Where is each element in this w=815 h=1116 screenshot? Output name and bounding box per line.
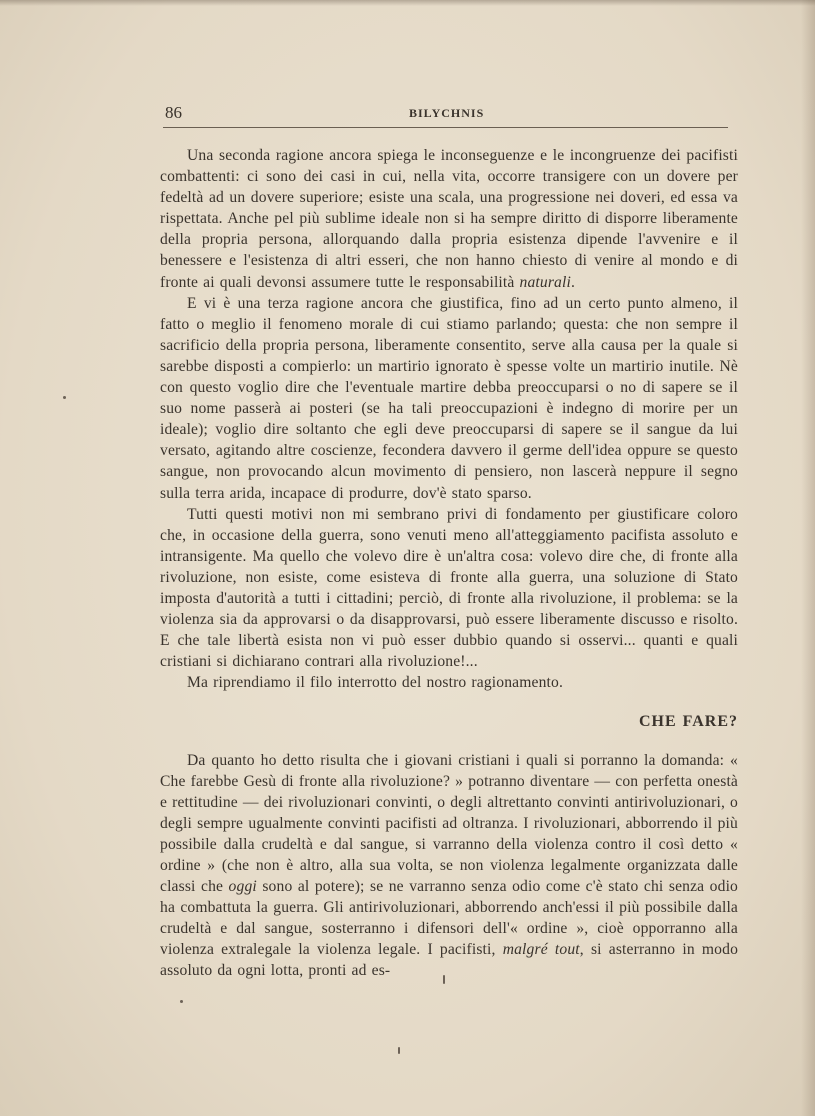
speck bbox=[180, 1000, 183, 1003]
speck bbox=[63, 396, 66, 399]
text-run: E vi è una terza ragione ancora che giustifica, fino ad un certo punto almeno, il fatto o meglio il fenomeno morale di cui stiamo parlando; questa: che non sempre il sacrificio della propria persona, liberamente consentito, serve alla causa per la quale si sarebbe disposti a compierlo: un martirio ignorato è spesse volte un martirio inutile. Nè con questo voglio dire che l'eventuale martire debba preoccuparsi o no di sapere se il suo nome passerà ai posteri (se ha tali preoccupazioni è indegno di morire per un ideale); voglio dire soltanto che egli deve preoccuparsi di sapere se il sangue da lui versato, agitando altre coscienze, fecondera davvero il germe dell'idea oppure se questo sangue, non provocando alcun movimento di pensiero, non lascerà neppure il segno sulla terra arida, incapace di produrre, dov'è stato sparso. bbox=[160, 294, 738, 502]
text-run: Ma riprendiamo il filo interrotto del nostro ragionamento. bbox=[187, 674, 564, 692]
page-number: 86 bbox=[165, 103, 182, 122]
journal-title: BILYCHNIS bbox=[409, 106, 485, 120]
text-run: Da quanto ho detto risulta che i giovani cristiani i quali si porranno la domanda: « Che farebbe Gesù di fronte alla rivoluzione? » potranno diventare — con perfetta onestà e rettitudine — dei rivoluzionari convinti, o degli altrettanto convinti antirivoluzionari, o degli sempre ugualmente convinti pacifisti ad oltranza. I rivoluzionari, abborrendo il più possibile dalla crudeltà e dal sangue, si varranno della violenza contro il così detto « ordine » (che non è altro, alla sua volta, se non violenza legalmente organizzata dalle classi che bbox=[160, 751, 738, 896]
text-run: Una seconda ragione ancora spiega le inconseguenze e le incongruenze dei pacifisti combattenti: ci sono dei casi in cui, nella vita, occorre transigere con un dovere per fedeltà ad un dovere superiore; esiste una scala, una progressione nei doveri, ed essa va rispettata. Anche pel più sublime ideale non si ha sempre diritto di disporre liberamente della propria persona, allorquando dalla propria esistenza dipende l'avvenire e il benessere e l'esistenza di altri esseri, che non hanno chiesto di venire al mondo e di fronte ai quali devonsi assumere tutte le responsabilità bbox=[160, 147, 738, 291]
text-run: , si asterranno in modo assoluto da ogni lotta, pronti ad es- bbox=[160, 941, 739, 980]
paragraphs-after-heading bbox=[160, 750, 738, 982]
paragraph bbox=[160, 504, 738, 673]
section-heading: CHE FARE? bbox=[638, 713, 738, 731]
italic-run: oggi bbox=[228, 878, 257, 896]
paragraph bbox=[160, 750, 738, 982]
page-shadow-right bbox=[801, 0, 815, 1116]
text-run: sono al potere); se ne varranno senza odio come c'è stato chi senza odio ha combattuta la guerra. Gli antirivoluzionari, abborrendo anch'essi il più possibile dalla crudeltà e dal sangue, sosterranno i difensori dell'« ordine », cioè opporranno alla violenza extralegale la violenza legale. I pacifisti, bbox=[160, 878, 738, 959]
text-run: Tutti questi motivi non mi sembrano privi di fondamento per giustificare coloro che, in occasione della guerra, sono venuti meno all'atteggiamento pacifista assoluto e intransigente. Ma quello che volevo dire è un'altra cosa: volevo dire che, di fronte alla rivoluzione, non esiste, come esisteva di fronte alla guerra, una soluzione di Stato imposta d'autorità a tutti i cittadini; perciò, di fronte alla rivoluzione, il problema: se la violenza sia da approvarsi o da disapprovarsi, può essere liberamente discusso e risolto. E che tale libertà esista non vi può esser dubbio quando si osservi... quanti e quali cristiani si dichiarano contrari alla rivoluzione!... bbox=[160, 505, 738, 671]
paragraph bbox=[160, 672, 738, 693]
speck bbox=[443, 975, 445, 984]
paragraph bbox=[160, 293, 738, 504]
header-rule bbox=[163, 127, 728, 128]
italic-run: malgré tout bbox=[502, 941, 580, 959]
paragraphs-before-heading bbox=[160, 145, 738, 693]
paragraph bbox=[160, 145, 738, 293]
article-body bbox=[160, 145, 738, 982]
speck bbox=[398, 1047, 400, 1054]
text-run: . bbox=[570, 273, 576, 291]
italic-run: naturali bbox=[519, 273, 571, 291]
page-shadow-top bbox=[0, 0, 815, 6]
running-header bbox=[165, 103, 725, 127]
